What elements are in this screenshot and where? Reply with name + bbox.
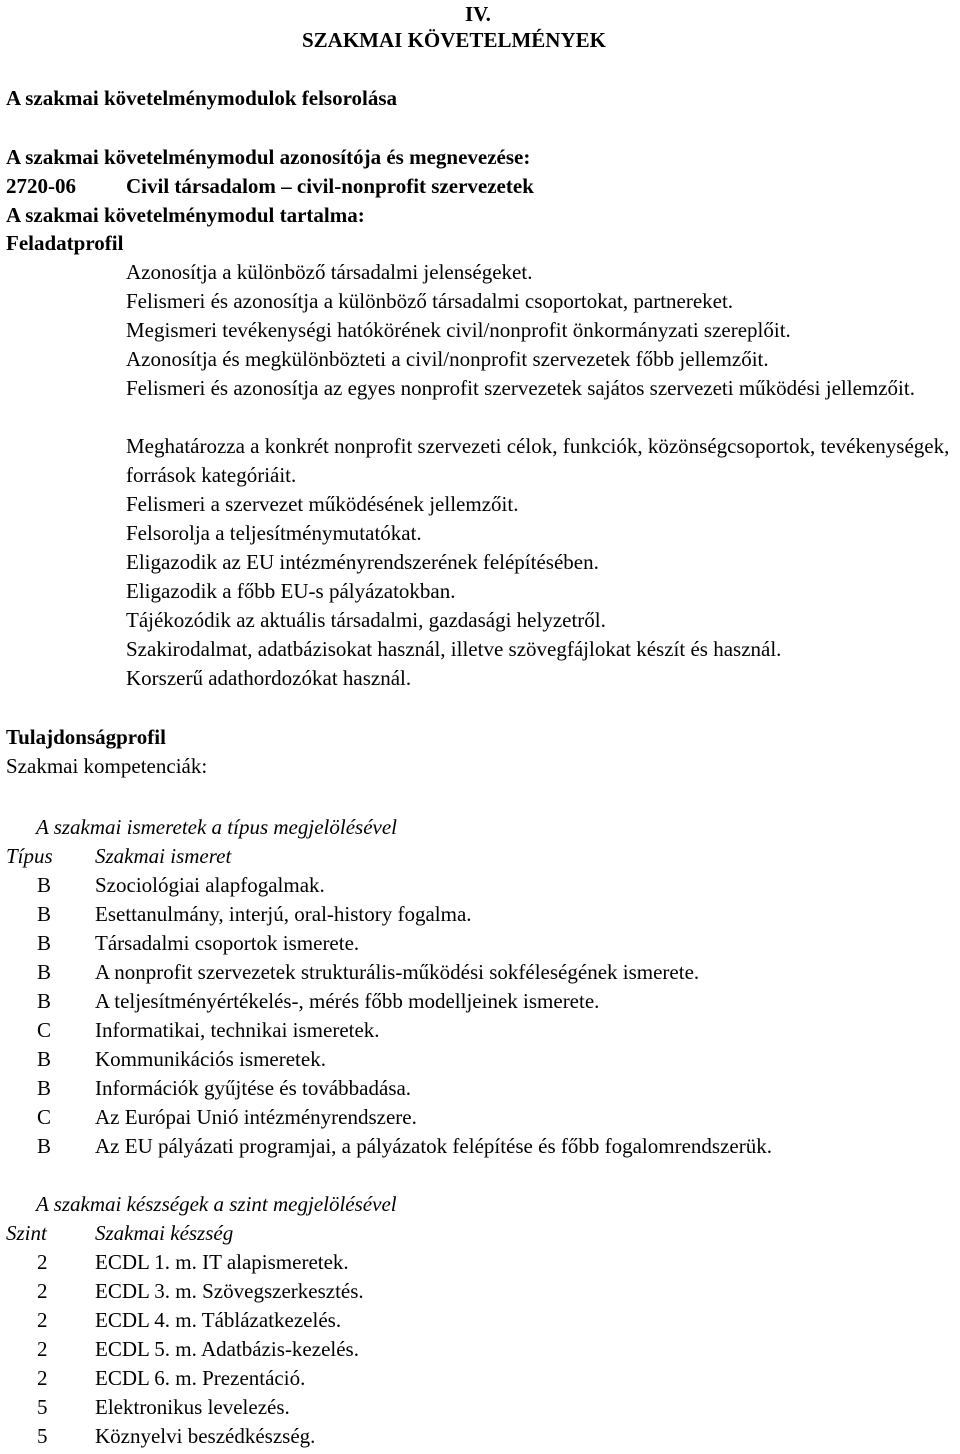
skill-level: 5 <box>37 1395 48 1419</box>
page-title: SZAKMAI KÖVETELMÉNYEK <box>302 28 606 52</box>
skill-level: 2 <box>37 1250 48 1274</box>
knowledge-column-item: Szakmai ismeret <box>95 844 232 868</box>
skill-item: Köznyelvi beszédkészség. <box>95 1424 316 1448</box>
skills-title: A szakmai készségek a szint megjelölésével <box>36 1192 397 1216</box>
knowledge-item: Társadalmi csoportok ismerete. <box>95 931 360 955</box>
skill-item: ECDL 3. m. Szövegszerkesztés. <box>95 1279 364 1303</box>
skill-level: 2 <box>37 1366 48 1390</box>
module-code: 2720-06 <box>6 174 76 198</box>
task-profile-heading: Feladatprofil <box>6 231 124 255</box>
skill-item: Elektronikus levelezés. <box>95 1395 290 1419</box>
task-item: Felismeri és azonosítja az egyes nonprofit szervezetek sajátos szervezeti működési jellemzőit. <box>126 376 915 400</box>
knowledge-column-type: Típus <box>6 844 53 868</box>
knowledge-item: Esettanulmány, interjú, oral-history fogalma. <box>95 902 472 926</box>
modules-heading: A szakmai követelménymodulok felsorolása <box>6 86 398 110</box>
knowledge-type: C <box>37 1105 52 1129</box>
task-item: Felismeri a szervezet működésének jellemzőit. <box>126 492 519 516</box>
skill-level: 2 <box>37 1308 48 1332</box>
knowledge-type: B <box>37 931 52 955</box>
task-item: Felismeri és azonosítja a különböző társadalmi csoportokat, partnereket. <box>126 289 734 313</box>
knowledge-type: B <box>37 960 52 984</box>
knowledge-type: B <box>37 1047 52 1071</box>
knowledge-item: Szociológiai alapfogalmak. <box>95 873 325 897</box>
skill-level: 2 <box>37 1337 48 1361</box>
skill-level: 5 <box>37 1424 48 1448</box>
module-content-heading: A szakmai követelménymodul tartalma: <box>6 203 365 227</box>
knowledge-item: Az Európai Unió intézményrendszere. <box>95 1105 417 1129</box>
knowledge-type: B <box>37 989 52 1013</box>
task-item: Meghatározza a konkrét nonprofit szervezeti célok, funkciók, közönségcsoportok, tevékenységek, források kategóriáit. <box>126 434 950 487</box>
skill-level: 2 <box>37 1279 48 1303</box>
competencies-label: Szakmai kompetenciák: <box>6 754 208 778</box>
task-item: Tájékozódik az aktuális társadalmi, gazdasági helyzetről. <box>126 608 606 632</box>
knowledge-item: Kommunikációs ismeretek. <box>95 1047 326 1071</box>
knowledge-type: B <box>37 873 52 897</box>
task-item: Megismeri tevékenységi hatókörének civil/nonprofit önkormányzati szereplőit. <box>126 318 791 342</box>
skill-item: ECDL 4. m. Táblázatkezelés. <box>95 1308 342 1332</box>
skill-item: ECDL 6. m. Prezentáció. <box>95 1366 306 1390</box>
task-item: Felsorolja a teljesítménymutatókat. <box>126 521 422 545</box>
task-item: Azonosítja a különböző társadalmi jelenségeket. <box>126 260 533 284</box>
task-item: Szakirodalmat, adatbázisokat használ, illetve szövegfájlokat készít és használ. <box>126 637 782 661</box>
knowledge-type: B <box>37 1134 52 1158</box>
task-item: Azonosítja és megkülönbözteti a civil/nonprofit szervezetek főbb jellemzőit. <box>126 347 769 371</box>
chapter-number: IV. <box>465 2 491 26</box>
knowledge-item: Informatikai, technikai ismeretek. <box>95 1018 380 1042</box>
knowledge-type: C <box>37 1018 52 1042</box>
task-item: Eligazodik az EU intézményrendszerének felépítésében. <box>126 550 599 574</box>
knowledge-item: Az EU pályázati programjai, a pályázatok felépítése és főbb fogalomrendszerük. <box>95 1134 772 1158</box>
knowledge-item: A teljesítményértékelés-, mérés főbb modelljeinek ismerete. <box>95 989 600 1013</box>
skills-column-item: Szakmai készség <box>95 1221 234 1245</box>
module-name: Civil társadalom – civil-nonprofit szervezetek <box>126 174 534 198</box>
skills-column-level: Szint <box>6 1221 47 1245</box>
skill-item: ECDL 5. m. Adatbázis-kezelés. <box>95 1337 359 1361</box>
knowledge-type: B <box>37 1076 52 1100</box>
skill-item: ECDL 1. m. IT alapismeretek. <box>95 1250 349 1274</box>
module-id-heading: A szakmai követelménymodul azonosítója és megnevezése: <box>6 145 531 169</box>
knowledge-item: A nonprofit szervezetek strukturális-működési sokféleségének ismerete. <box>95 960 700 984</box>
task-item: Eligazodik a főbb EU-s pályázatokban. <box>126 579 456 603</box>
task-item: Korszerű adathordozókat használ. <box>126 666 412 690</box>
property-profile-heading: Tulajdonságprofil <box>6 725 166 749</box>
knowledge-title: A szakmai ismeretek a típus megjelölésével <box>36 815 397 839</box>
knowledge-item: Információk gyűjtése és továbbadása. <box>95 1076 412 1100</box>
knowledge-type: B <box>37 902 52 926</box>
